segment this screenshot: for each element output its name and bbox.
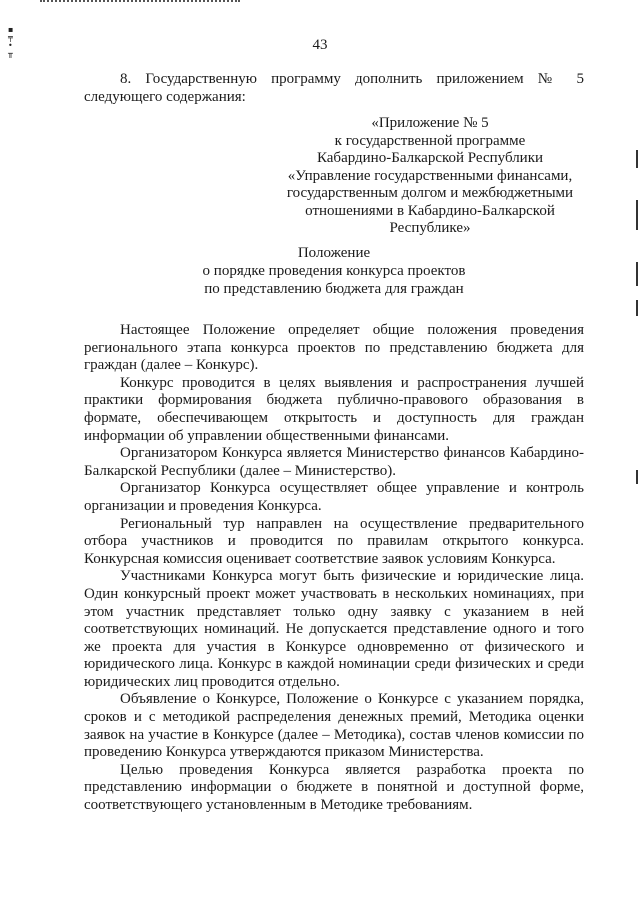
appendix-header-line: «Приложение № 5 <box>371 115 489 131</box>
amendment-intro: 8. Государственную программу дополнить приложением № 5 следующего содержания: <box>84 71 584 105</box>
scan-top-edge <box>40 0 240 4</box>
scan-edge-mark <box>636 200 638 230</box>
paragraph: Настоящее Положение определяет общие положения проведения регионального этапа конкурса проектов по представлению бюджета для граждан (далее – Конкурс). <box>84 322 584 374</box>
appendix-header-line: «Управление государственными финансами, <box>287 167 573 184</box>
scan-edge-mark <box>636 470 638 484</box>
appendix-header-line: Республике» <box>389 220 471 236</box>
appendix-header-line: отношениями в Кабардино-Балкарской <box>305 202 555 219</box>
page-number: 43 <box>312 37 328 53</box>
regulation-title-line: о порядке проведения конкурса проектов <box>202 263 466 279</box>
paragraph: Организатор Конкурса осуществляет общее управление и контроль организации и проведения Конкурса. <box>84 480 584 514</box>
scan-edge-mark <box>636 300 638 316</box>
paragraph: Объявление о Конкурсе, Положение о Конкурсе с указанием порядка, сроков и с методикой распределения денежных премий, Методика оценки заявок на участие в Конкурсе (далее – Методика), состав членов комиссии по проведению Конкурса утверждаются приказом Министерства. <box>84 691 584 761</box>
regulation-body <box>84 322 584 815</box>
paragraph: Целью проведения Конкурса является разработка проекта по представлению информации о бюджете в понятной и доступной форме, соответствующего установленным в Методике требованиям. <box>84 761 584 814</box>
appendix-header <box>270 115 590 238</box>
paragraph: Конкурс проводится в целях выявления и распространения лучшей практики формирования бюджета публично-правового образования в формате, обеспечивающем открытость и доступность для граждан информации об управлении общественными финансами. <box>84 374 584 444</box>
appendix-header-line: к государственной программе <box>334 132 526 149</box>
paragraph: Региональный тур направлен на осуществление предварительного отбора участников и проводится по правилам открытого конкурса. Конкурсная комиссия оценивает соответствие заявок условиям Конкурса. <box>84 515 584 567</box>
scan-edge-mark <box>636 150 638 168</box>
binding-marks: ▪ ╤ • ╥ <box>8 25 14 58</box>
paragraph: Организатором Конкурса является Министерство финансов Кабардино-Балкарской Республики (далее – Министерство). <box>84 445 584 479</box>
scan-edge-mark <box>636 262 638 286</box>
regulation-title-line: по представлению бюджета для граждан <box>204 281 464 297</box>
regulation-title <box>84 244 584 298</box>
appendix-header-line: государственным долгом и межбюджетными <box>286 185 574 201</box>
regulation-title-line: Положение <box>297 245 371 261</box>
paragraph: Участниками Конкурса могут быть физические и юридические лица. Один конкурсный проект может участвовать в нескольких номинациях, при этом участник представляет только одну заявку с указанием в ней соответствующих номинаций. Не допускается представление одного и того же проекта для участия в Конкурсе одновременно от физического и юридического лица. Конкурс в каждой номинации среди физических и среди юридических лиц проводится отдельно. <box>84 568 584 690</box>
appendix-header-line: Кабардино-Балкарской Республики <box>316 150 544 166</box>
